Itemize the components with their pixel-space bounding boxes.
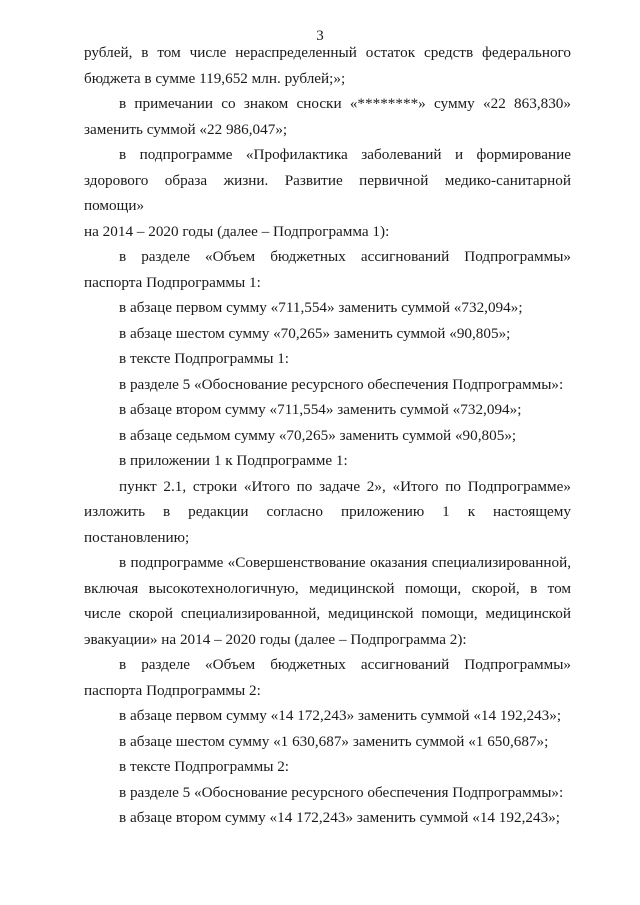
text-line: включая высокотехнологичную, медицинской помощи, скорой, в том [84, 579, 571, 597]
paragraph [84, 448, 571, 474]
text-line: в абзаце втором сумму «711,554» заменить суммой «732,094»; [119, 401, 522, 418]
text-line: в тексте Подпрограммы 1: [119, 350, 290, 367]
paragraph [84, 321, 571, 347]
text-line: заменить суммой «22 986,047»; [84, 120, 288, 138]
document-body [84, 40, 571, 831]
text-line: в абзаце шестом сумму «1 630,687» заменить суммой «1 650,687»; [119, 732, 549, 750]
page-number: 3 [316, 28, 324, 44]
text-line: бюджета в сумме 119,652 млн. рублей;»; [84, 69, 346, 87]
text-line: паспорта Подпрограммы 2: [84, 681, 261, 699]
paragraph [84, 397, 571, 423]
text-line: рублей, в том числе нераспределенный остаток средств федерального [84, 44, 571, 61]
text-line: в подпрограмме «Совершенствование оказания специализированной, [119, 554, 571, 571]
text-line: в абзаце седьмом сумму «70,265» заменить суммой «90,805»; [119, 426, 517, 444]
paragraph [84, 40, 571, 91]
text-line: паспорта Подпрограммы 1: [84, 273, 261, 291]
paragraph [84, 142, 571, 244]
text-line: в абзаце первом сумму «14 172,243» заменить суммой «14 192,243»; [119, 707, 562, 724]
text-line: в абзаце втором сумму «14 172,243» заменить суммой «14 192,243»; [119, 809, 560, 826]
paragraph [84, 474, 571, 551]
paragraph [84, 372, 571, 398]
paragraph [84, 346, 571, 372]
text-line: в примечании со знаком сноски «********» сумму «22 863,830» [119, 95, 571, 112]
paragraph [84, 550, 571, 652]
text-line: здорового образа жизни. Развитие первичной медико-санитарной помощи» [84, 171, 571, 214]
text-line: в абзаце шестом сумму «70,265» заменить суммой «90,805»; [119, 324, 511, 342]
paragraph [84, 805, 571, 831]
paragraph [84, 780, 571, 806]
text-line: в разделе «Объем бюджетных ассигнований Подпрограммы» [119, 656, 571, 673]
paragraph [84, 754, 571, 780]
paragraph [84, 91, 571, 142]
text-line: в тексте Подпрограммы 2: [119, 758, 290, 775]
text-line: изложить в редакции согласно приложению 1 к настоящему [84, 503, 571, 520]
paragraph [84, 729, 571, 755]
text-line: в разделе 5 «Обоснование ресурсного обеспечения Подпрограммы»: [119, 375, 564, 393]
text-line: пункт 2.1, строки «Итого по задаче 2», «Итого по Подпрограмме» [119, 477, 571, 495]
paragraph [84, 423, 571, 449]
paragraph [84, 652, 571, 703]
text-line: в разделе 5 «Обоснование ресурсного обеспечения Подпрограммы»: [119, 783, 564, 801]
text-line: постановлению; [84, 528, 190, 546]
paragraph [84, 295, 571, 321]
text-line: эвакуации» на 2014 – 2020 годы (далее – Подпрограмма 2): [84, 630, 467, 648]
text-line: в разделе «Объем бюджетных ассигнований Подпрограммы» [119, 248, 571, 265]
text-line: на 2014 – 2020 годы (далее – Подпрограмма 1): [84, 222, 390, 240]
text-line: в приложении 1 к Подпрограмме 1: [119, 452, 348, 469]
text-line: в абзаце первом сумму «711,554» заменить суммой «732,094»; [119, 299, 523, 316]
paragraph [84, 703, 571, 729]
text-line: числе скорой специализированной, медицинской помощи, медицинской [84, 605, 571, 622]
text-line: в подпрограмме «Профилактика заболеваний и формирование [119, 146, 571, 163]
paragraph [84, 244, 571, 295]
